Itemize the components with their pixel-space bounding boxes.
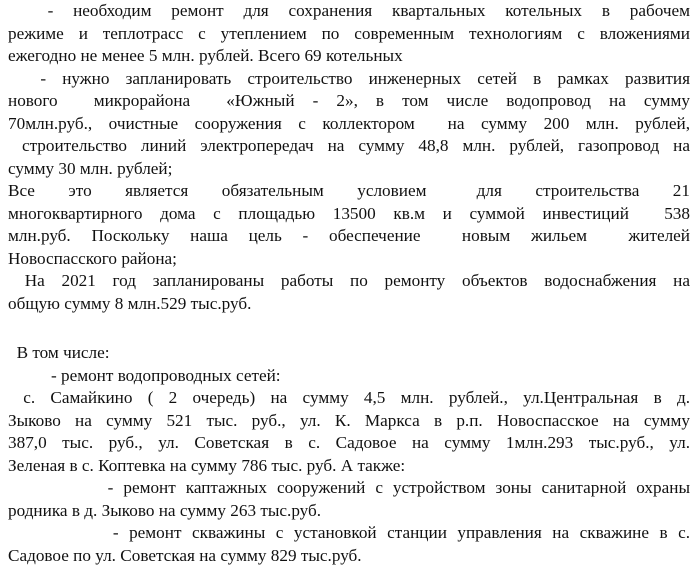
- paragraph-spacer: [8, 315, 690, 342]
- text-line: Зыково на сумму 521 тыс. руб., ул. К. Маркса в р.п. Новоспасское на сумму: [8, 410, 690, 433]
- text-line: Зеленая в с. Коптевка на сумму 786 тыс. руб. А также:: [8, 455, 690, 478]
- text-line: Новоспасского района;: [8, 248, 690, 271]
- text-line: родника в д. Зыково на сумму 263 тыс.руб.: [8, 500, 690, 523]
- text-line: 70млн.руб., очистные сооружения с коллектором на сумму 200 млн. рублей,: [8, 113, 690, 136]
- text-line: Все это является обязательным условием для строительства 21: [8, 180, 690, 203]
- text-line: На 2021 год запланированы работы по ремонту объектов водоснабжения на: [8, 270, 690, 293]
- paragraph-boiler-repair: [8, 0, 690, 68]
- text-line: - ремонт каптажных сооружений с устройством зоны санитарной охраны: [8, 477, 690, 500]
- text-line: В том числе:: [8, 342, 690, 365]
- text-line: 387,0 тыс. руб., ул. Советская в с. Садовое на сумму 1млн.293 тыс.руб., ул.: [8, 432, 690, 455]
- text-line: - ремонт водопроводных сетей:: [8, 365, 690, 388]
- text-line: - необходим ремонт для сохранения квартальных котельных в рабочем: [8, 0, 690, 23]
- text-line: млн.руб. Поскольку наша цель - обеспечение новым жильем жителей: [8, 225, 690, 248]
- text-line: общую сумму 8 млн.529 тыс.руб.: [8, 293, 690, 316]
- text-line: строительство линий электропередач на сумму 48,8 млн. рублей, газопровод на: [8, 135, 690, 158]
- text-line: Садовое по ул. Советская на сумму 829 тыс.руб.: [8, 545, 690, 567]
- text-line: ежегодно не менее 5 млн. рублей. Всего 69 котельных: [8, 45, 690, 68]
- text-line: - нужно запланировать строительство инженерных сетей в рамках развития: [8, 68, 690, 91]
- paragraph-2021-plan: [8, 270, 690, 315]
- text-line: нового микрорайона «Южный - 2», в том числе водопровод на сумму: [8, 90, 690, 113]
- text-line: с. Самайкино ( 2 очередь) на сумму 4,5 млн. рублей., ул.Центральная в д.: [8, 387, 690, 410]
- paragraph-including: [8, 342, 690, 567]
- paragraph-construction-condition: [8, 180, 690, 270]
- text-line: - ремонт скважины с установкой станции управления на скважине в с.: [8, 522, 690, 545]
- text-line: сумму 30 млн. рублей;: [8, 158, 690, 181]
- text-line: многоквартирного дома с площадью 13500 кв.м и суммой инвестиций 538: [8, 203, 690, 226]
- document-page: [8, 0, 690, 567]
- paragraph-engineering-networks: [8, 68, 690, 181]
- text-line: режиме и теплотрасс с утеплением по современным технологиям с вложениями: [8, 23, 690, 46]
